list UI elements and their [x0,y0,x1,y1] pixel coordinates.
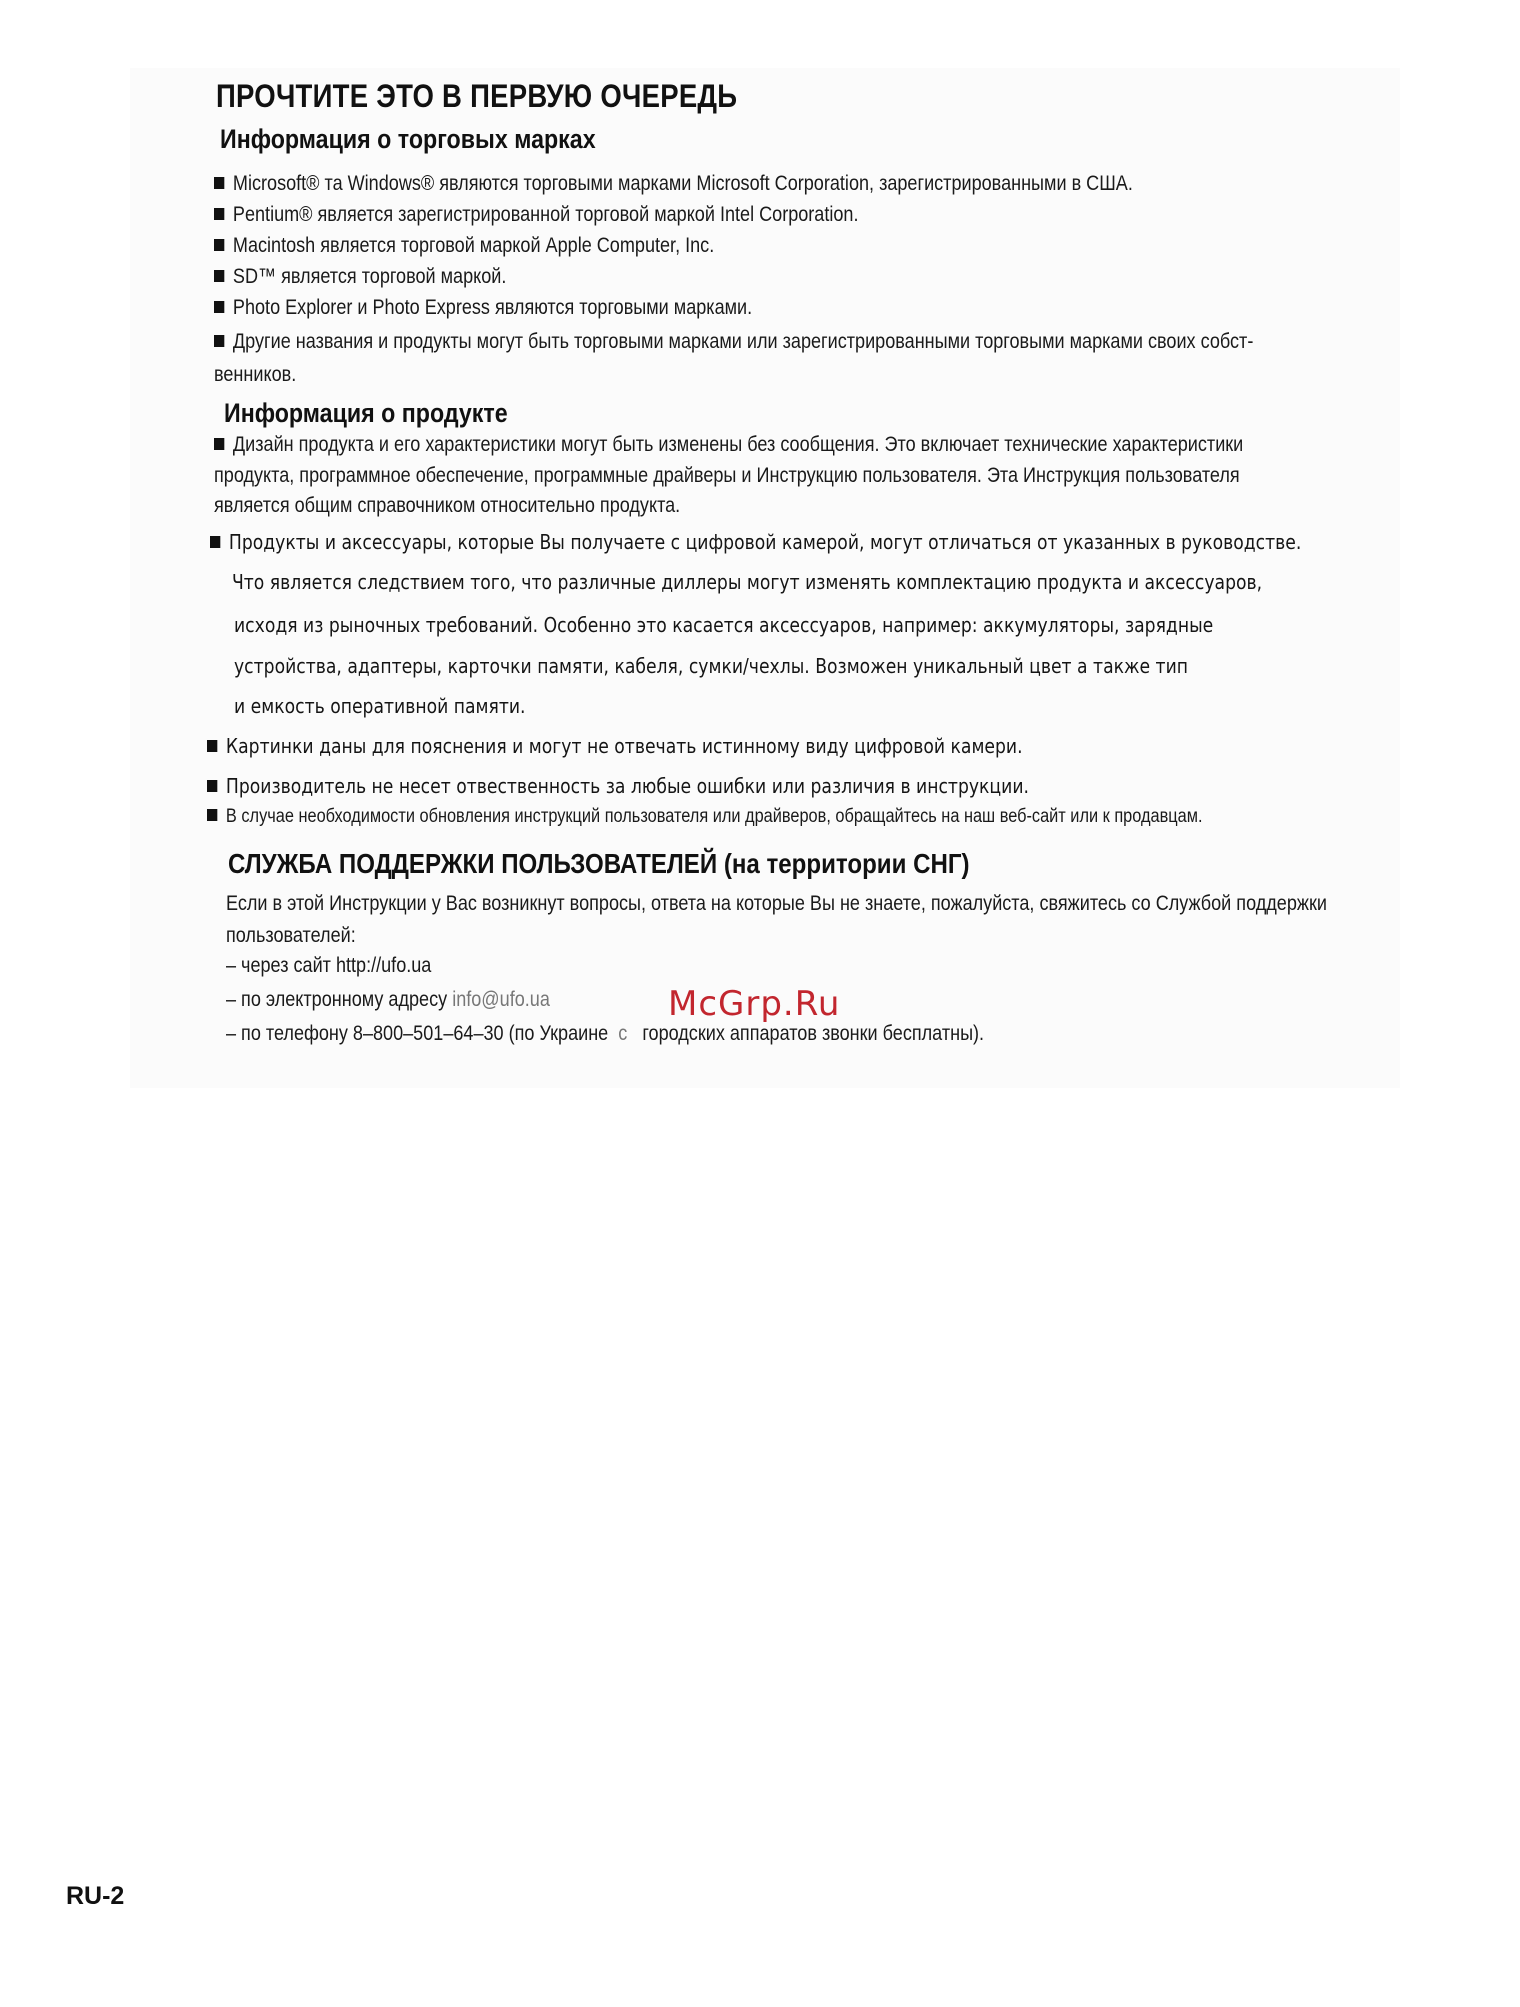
trademark-item: SD™ является торговой маркой. [214,265,506,289]
bullet-square-icon [214,270,224,282]
bullet-square-icon [214,208,224,220]
trademark-item-other-cont: венников. [214,363,297,386]
watermark: McGrp.Ru [668,984,841,1024]
page-number: RU-2 [66,1882,125,1910]
trademark-item: Macintosh является торговой маркой Apple Computer, Inc. [214,234,714,258]
bullet-square-icon [207,740,217,752]
support-heading: СЛУЖБА ПОДДЕРЖКИ ПОЛЬЗОВАТЕЛЕЙ (на территории СНГ) [228,848,970,879]
support-site: – через сайт http://ufo.ua [226,954,432,977]
bullet-square-icon [207,780,217,792]
bullet-square-icon [214,438,224,450]
product-paragraph-2-line5: и емкость оперативной памяти. [234,694,526,718]
support-email: – по электронному адресу info@ufo.ua [226,988,550,1011]
bullet-square-icon [210,536,220,548]
product-paragraph-3: Картинки даны для пояснения и могут не отвечать истинному виду цифровой камери. [207,734,1023,758]
bullet-square-icon [214,301,224,313]
main-title: ПРОЧТИТЕ ЭТО В ПЕРВУЮ ОЧЕРЕДЬ [216,78,738,114]
product-heading: Информация о продукте [224,398,508,428]
scanned-page-background-tail [212,1040,1400,1088]
trademark-item: Pentium® является зарегистрированной торговой маркой Intel Corporation. [214,203,858,227]
product-paragraph-1-line2: продукта, программное обеспечение, программные драйверы и Инструкцию пользователя. Эта Инструкция пользователя [214,464,1240,487]
trademark-item-other: Другие названия и продукты могут быть торговыми марками или зарегистрированными торговыми марками своих собст- [214,330,1253,354]
bullet-square-icon [214,335,224,347]
product-paragraph-2: Продукты и аксессуары, которые Вы получаете с цифровой камерой, могут отличаться от указанных в руководстве. [210,530,1301,554]
product-paragraph-4: Производитель не несет отвественность за любые ошибки или различия в инструкции. [207,774,1029,798]
product-paragraph-1-line3: является общим справочником относительно продукта. [214,494,681,517]
bullet-square-icon [214,177,224,189]
product-paragraph-2-line3: исходя из рыночных требований. Особенно это касается аксессуаров, например: аккумуляторы, зарядные [234,613,1214,637]
trademark-item: Photo Explorer и Photo Express являются торговыми марками. [214,296,752,320]
support-phone: – по телефону 8–800–501–64–30 (по Украине с городских аппаратов звонки бесплатны). [226,1022,985,1045]
product-paragraph-2-line4: устройства, адаптеры, карточки памяти, кабеля, сумки/чехлы. Возможен уникальный цвет а также тип [234,654,1188,678]
bullet-square-icon [207,809,217,821]
product-paragraph-2-line2: Что является следствием того, что различные диллеры могут изменять комплектацию продукта и аксессуаров, [232,570,1263,594]
trademarks-heading: Информация о торговых марках [220,124,596,154]
support-phone-connector: с [618,1022,628,1045]
support-email-address: info@ufo.ua [452,988,550,1011]
support-intro-line2: пользователей: [226,924,356,947]
product-paragraph-5: В случае необходимости обновления инструкций пользователя или драйверов, обращайтесь на наш веб-сайт или к продавцам. [207,805,1203,829]
bullet-square-icon [214,239,224,251]
product-paragraph-1: Дизайн продукта и его характеристики могут быть изменены без сообщения. Это включает технические характеристики [214,433,1243,457]
support-intro: Если в этой Инструкции у Вас возникнут вопросы, ответа на которые Вы не знаете, пожалуйста, свяжитесь со Службой поддержки [226,892,1327,915]
trademark-item: Microsoft® та Windows® являются торговыми марками Microsoft Corporation, зарегистрированными в США. [214,172,1133,196]
